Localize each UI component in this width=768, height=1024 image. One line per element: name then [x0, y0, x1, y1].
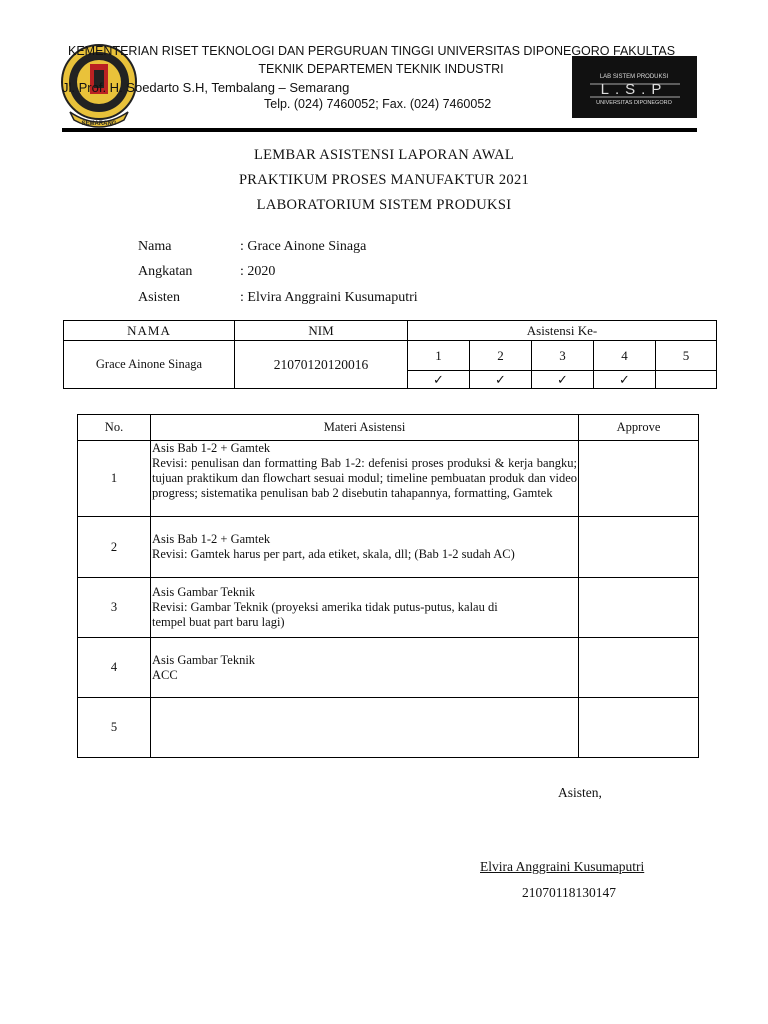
materi-cell [151, 578, 579, 638]
materi-cell [151, 638, 579, 698]
col-header-nim: NIM [235, 321, 408, 341]
approve-cell [579, 517, 699, 578]
approve-cell [579, 441, 699, 517]
nama-label: Nama [138, 239, 172, 254]
header-line-1: KEMENTERIAN RISET TEKNOLOGI DAN PERGURUAN TINGGI UNIVERSITAS DIPONEGORO FAKULTAS [68, 44, 676, 58]
session-number: 4 [594, 341, 656, 371]
lsp-bottom-text: UNIVERSITAS DIPONEGORO [596, 100, 672, 106]
signature-nim: 21070118130147 [522, 885, 616, 900]
lsp-top-text: LAB SISTEM PRODUKSI [599, 74, 669, 80]
row-number: 2 [78, 517, 151, 578]
document-title-2: PRAKTIKUM PROSES MANUFAKTUR 2021 [238, 172, 530, 188]
session-number: 5 [656, 341, 717, 371]
session-number: 1 [408, 341, 470, 371]
session-check-mark: ✓ [594, 371, 656, 389]
header-line-2: TEKNIK DEPARTEMEN TEKNIK INDUSTRI [258, 62, 504, 76]
seal-bottom-text: SEMARANG [81, 121, 117, 127]
materi-detail: Revisi: Gamtek harus per part, ada etiket, skala, dll; (Bab 1-2 sudah AC) [152, 547, 515, 561]
table-row [78, 698, 699, 758]
materi-title: Asis Gambar Teknik [152, 652, 256, 667]
col-header-nama: NAMA [64, 321, 235, 341]
approve-cell [579, 698, 699, 758]
materi-detail: Revisi: penulisan dan formatting Bab 1-2: defenisi proses produksi & kerja bangku; tujuan praktikum dan flowchart sesuai modul; timeline pembuatan produk dan video progress; sistematika penulisan bab 2 disebutin tahapannya, formatting, Gamtek [152, 456, 577, 500]
materi-title: Asis Gambar Teknik [152, 585, 256, 599]
angkatan-value: : 2020 [240, 264, 276, 279]
approve-cell [579, 638, 699, 698]
table-row [78, 578, 699, 638]
header-line-4: Telp. (024) 7460052; Fax. (024) 7460052 [264, 97, 492, 111]
col-header-no: No. [78, 415, 151, 441]
session-check-mark: ✓ [408, 371, 470, 389]
assistance-materials-table [77, 414, 699, 758]
col-header-asistensi: Asistensi Ke- [408, 321, 717, 341]
materi-detail: Revisi: Gambar Teknik (proyeksi amerika tidak putus-putus, kalau di tempel buat part baru lagi) [152, 600, 498, 629]
asisten-label: Asisten [138, 290, 180, 305]
table-row [78, 638, 699, 698]
session-check-mark: ✓ [470, 371, 532, 389]
document-title-1: LEMBAR ASISTENSI LAPORAN AWAL [253, 147, 515, 163]
table-row [78, 441, 699, 517]
nama-value: : Grace Ainone Sinaga [240, 239, 367, 254]
header-divider [62, 128, 697, 132]
student-name-cell: Grace Ainone Sinaga [64, 341, 235, 389]
angkatan-label: Angkatan [138, 264, 193, 279]
row-number: 3 [78, 578, 151, 638]
session-number: 2 [470, 341, 532, 371]
signature-label: Asisten, [558, 785, 602, 800]
materi-cell [151, 698, 579, 758]
signature-name: Elvira Anggraini Kusumaputri [480, 859, 645, 874]
student-nim-cell: 21070120120016 [235, 341, 408, 389]
row-number: 4 [78, 638, 151, 698]
session-check-mark [656, 371, 717, 389]
col-header-approve: Approve [579, 415, 699, 441]
materi-cell [151, 441, 579, 517]
lsp-main-text: L.S.P [600, 81, 668, 98]
session-number: 3 [532, 341, 594, 371]
assistance-summary-table [63, 320, 717, 389]
row-number: 1 [78, 441, 151, 517]
session-check-mark: ✓ [532, 371, 594, 389]
approve-cell [579, 578, 699, 638]
document-title-3: LABORATORIUM SISTEM PRODUKSI [256, 197, 512, 213]
materi-title: Asis Bab 1-2 + Gamtek [152, 532, 271, 546]
table-row [78, 517, 699, 578]
col-header-materi: Materi Asistensi [151, 415, 579, 441]
materi-detail: ACC [152, 667, 178, 682]
materi-cell [151, 517, 579, 578]
asisten-value: : Elvira Anggraini Kusumaputri [240, 290, 418, 305]
materi-title: Asis Bab 1-2 + Gamtek [152, 441, 271, 455]
header-line-3: Jl. Prof. H. Soedarto S.H, Tembalang – Semarang [62, 80, 350, 95]
row-number: 5 [78, 698, 151, 758]
